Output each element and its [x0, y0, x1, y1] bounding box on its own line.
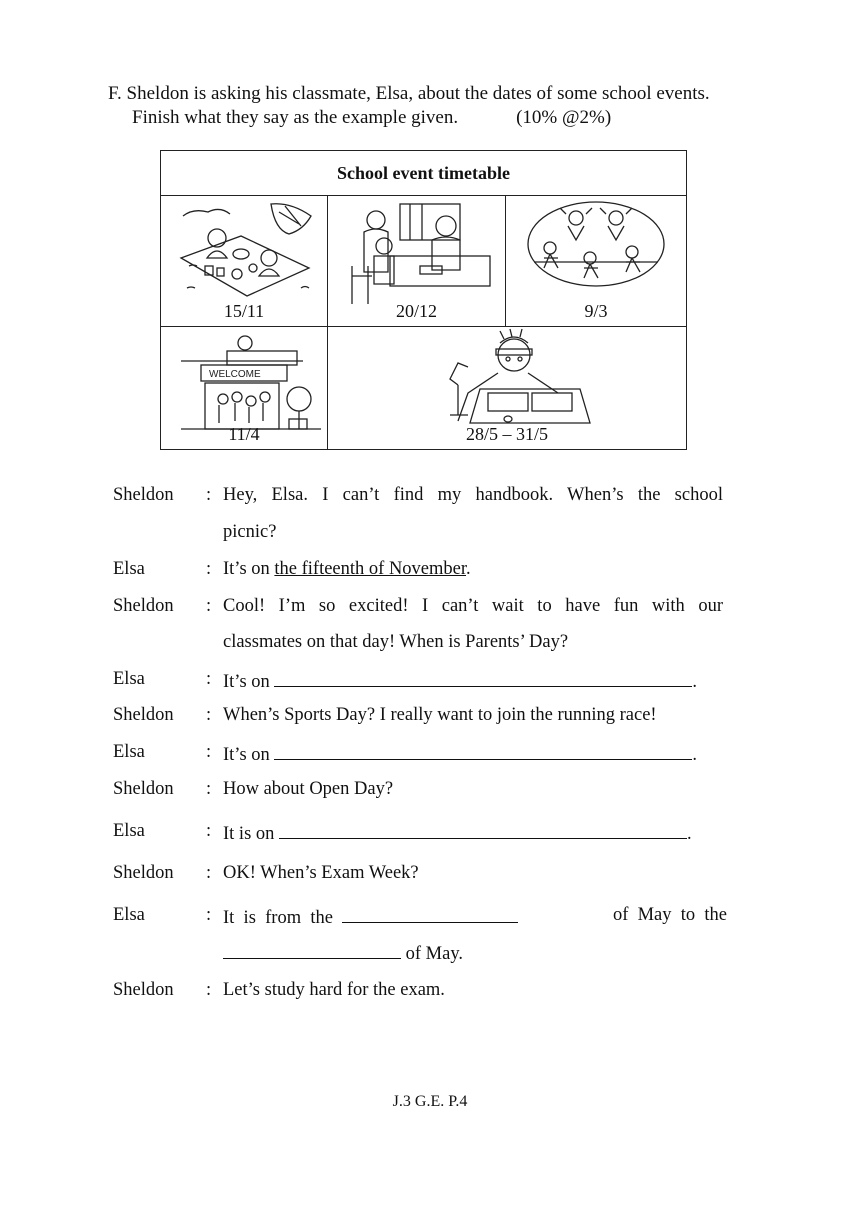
colon: :: [206, 705, 212, 725]
page-footer: J.3 G.E. P.4: [392, 1093, 468, 1110]
answer-blank-parents-day[interactable]: [274, 669, 692, 687]
timetable-row-1: [161, 196, 686, 327]
event-date-parents-day: 20/12: [395, 301, 437, 321]
event-cell-open-day: [161, 327, 328, 449]
speaker-name: Sheldon: [113, 485, 174, 505]
answer-blank-open-day[interactable]: [279, 821, 687, 839]
event-cell-picnic: [161, 196, 328, 326]
colon: :: [206, 559, 212, 579]
speaker-name: Sheldon: [113, 863, 174, 883]
colon: :: [206, 905, 212, 925]
event-timetable: [160, 150, 687, 450]
event-date-picnic: 15/11: [223, 301, 265, 321]
speaker-name: Elsa: [113, 821, 145, 841]
timetable-title: School event timetable: [161, 151, 686, 196]
dialogue-text-continued: classmates on that day! When is Parents’ Day?: [223, 632, 569, 652]
dialogue-text: It’s on: [223, 559, 275, 579]
event-date-open-day: 11/4: [228, 424, 260, 444]
colon: :: [206, 863, 212, 883]
dialogue-text-continued: picnic?: [223, 522, 277, 542]
event-cell-sports-day: [506, 196, 686, 326]
speaker-name: Elsa: [113, 669, 145, 689]
colon: :: [206, 485, 212, 505]
speaker-name: Sheldon: [113, 980, 174, 1000]
dialogue-text: Hey, Elsa. I can’t find my handbook. When’s the school: [223, 485, 723, 505]
event-date-exam-week: 28/5 – 31/5: [465, 424, 548, 444]
svg-text:WELCOME: WELCOME: [209, 369, 261, 380]
speaker-name: Elsa: [113, 905, 145, 925]
speaker-name: Elsa: [113, 742, 145, 762]
dialogue-text: When’s Sports Day? I really want to join the running race!: [223, 705, 657, 725]
timetable-row-2: [161, 327, 686, 449]
colon: :: [206, 821, 212, 841]
answer-blank-exam-end[interactable]: [223, 941, 401, 959]
event-date-sports-day: 9/3: [584, 301, 608, 321]
speaker-name: Sheldon: [113, 779, 174, 799]
instruction-line-2: Finish what they say as the example given.: [132, 107, 459, 128]
colon: :: [206, 596, 212, 616]
speaker-name: Sheldon: [113, 705, 174, 725]
example-answer: the fifteenth of November: [274, 559, 467, 579]
dialogue-text: Let’s study hard for the exam.: [223, 980, 445, 1000]
colon: :: [206, 669, 212, 689]
instructions: [108, 82, 710, 130]
answer-blank-sports-day[interactable]: [274, 742, 692, 760]
colon: :: [206, 980, 212, 1000]
colon: :: [206, 779, 212, 799]
answer-blank-exam-start[interactable]: [342, 905, 518, 923]
marks-label: (10% @2%): [516, 107, 612, 128]
colon: :: [206, 742, 212, 762]
dialogue-text: Cool! I’m so excited! I can’t wait to have fun with our: [223, 596, 723, 616]
instruction-line-1: F. Sheldon is asking his classmate, Elsa, about the dates of some school events.: [108, 83, 710, 104]
dialogue-text: OK! When’s Exam Week?: [223, 863, 419, 883]
dialogue-text: How about Open Day?: [223, 779, 394, 799]
speaker-name: Sheldon: [113, 596, 174, 616]
speaker-name: Elsa: [113, 559, 145, 579]
event-cell-parents-day: [328, 196, 506, 326]
event-cell-exam-week: [328, 327, 686, 449]
